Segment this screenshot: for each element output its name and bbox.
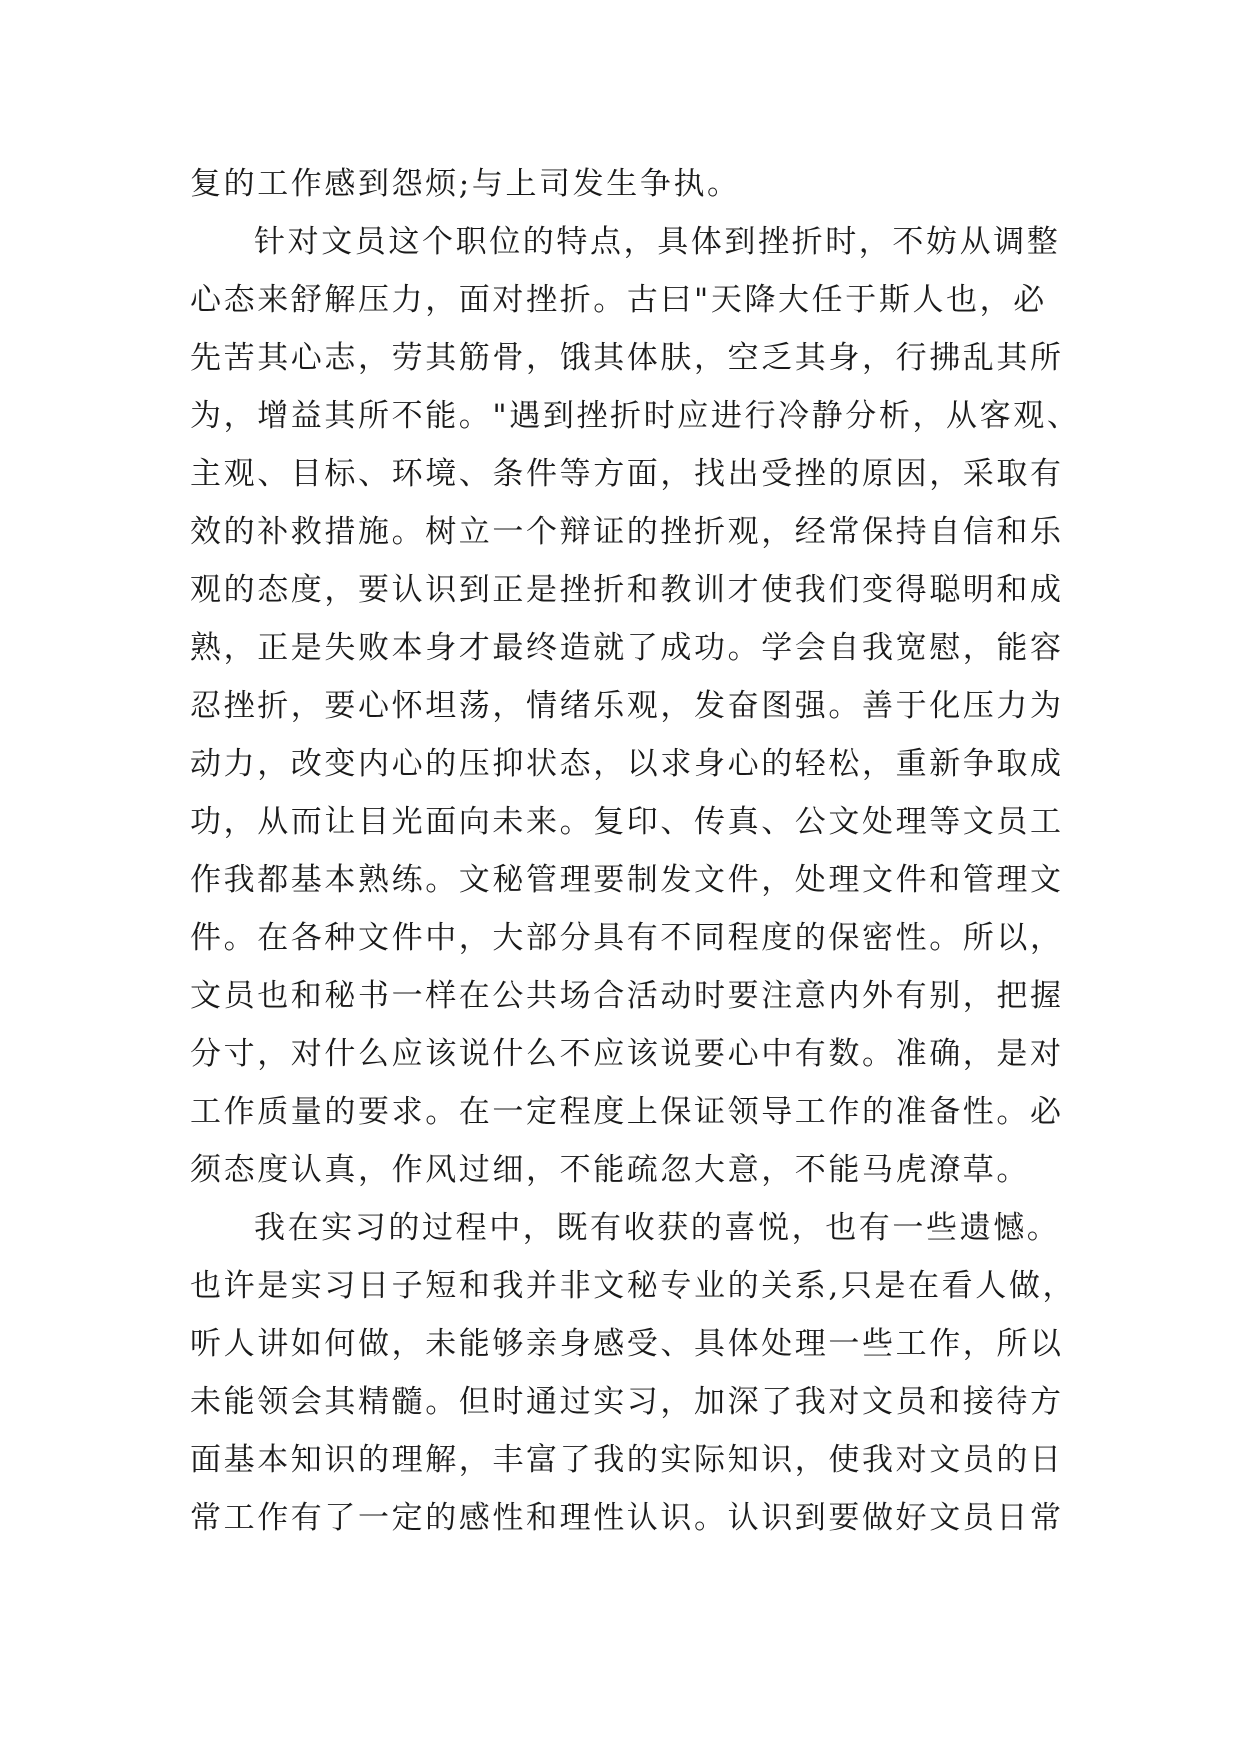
text-line: 动力，改变内心的压抑状态，以求身心的轻松，重新争取成 xyxy=(190,746,1064,782)
text-line: 心态来舒解压力，面对挫折。古曰"天降大任于斯人也，必 xyxy=(190,282,1047,318)
text-line: 效的补救措施。树立一个辩证的挫折观，经常保持自信和乐 xyxy=(190,514,1064,550)
text-line: 也许是实习日子短和我并非文秘专业的关系,只是在看人做， xyxy=(190,1268,1077,1304)
text-line: 文员也和秘书一样在公共场合活动时要注意内外有别，把握 xyxy=(190,978,1064,1014)
text-line: 熟，正是失败本身才最终造就了成功。学会自我宽慰，能容 xyxy=(190,630,1064,666)
text-line: 件。在各种文件中，大部分具有不同程度的保密性。所以， xyxy=(190,920,1064,956)
text-line: 主观、目标、环境、条件等方面，找出受挫的原因，采取有 xyxy=(190,456,1064,492)
text-line: 工作质量的要求。在一定程度上保证领导工作的准备性。必 xyxy=(190,1094,1064,1130)
text-line: 复的工作感到怨烦;与上司发生争执。 xyxy=(190,166,741,202)
text-line: 为，增益其所不能。"遇到挫折时应进行冷静分析，从客观、 xyxy=(190,398,1081,434)
text-line: 常工作有了一定的感性和理性认识。认识到要做好文员日常 xyxy=(190,1500,1064,1536)
text-line: 先苦其心志，劳其筋骨，饿其体肤，空乏其身，行拂乱其所 xyxy=(190,340,1064,376)
text-line: 须态度认真，作风过细，不能疏忽大意，不能马虎潦草。 xyxy=(190,1152,1030,1188)
text-line: 作我都基本熟练。文秘管理要制发文件，处理文件和管理文 xyxy=(190,862,1064,898)
text-line: 面基本知识的理解，丰富了我的实际知识，使我对文员的日 xyxy=(190,1442,1064,1478)
text-line: 功，从而让目光面向未来。复印、传真、公文处理等文员工 xyxy=(190,804,1064,840)
text-line: 听人讲如何做，未能够亲身感受、具体处理一些工作，所以 xyxy=(190,1326,1064,1362)
text-line: 针对文员这个职位的特点，具体到挫折时，不妨从调整 xyxy=(254,224,1061,260)
text-line: 我在实习的过程中，既有收获的喜悦，也有一些遗憾。 xyxy=(254,1210,1061,1246)
text-line: 未能领会其精髓。但时通过实习，加深了我对文员和接待方 xyxy=(190,1384,1064,1420)
text-line: 观的态度，要认识到正是挫折和教训才使我们变得聪明和成 xyxy=(190,572,1064,608)
text-line: 分寸，对什么应该说什么不应该说要心中有数。准确，是对 xyxy=(190,1036,1064,1072)
document-body xyxy=(190,155,1081,1547)
text-line: 忍挫折，要心怀坦荡，情绪乐观，发奋图强。善于化压力为 xyxy=(190,688,1064,724)
